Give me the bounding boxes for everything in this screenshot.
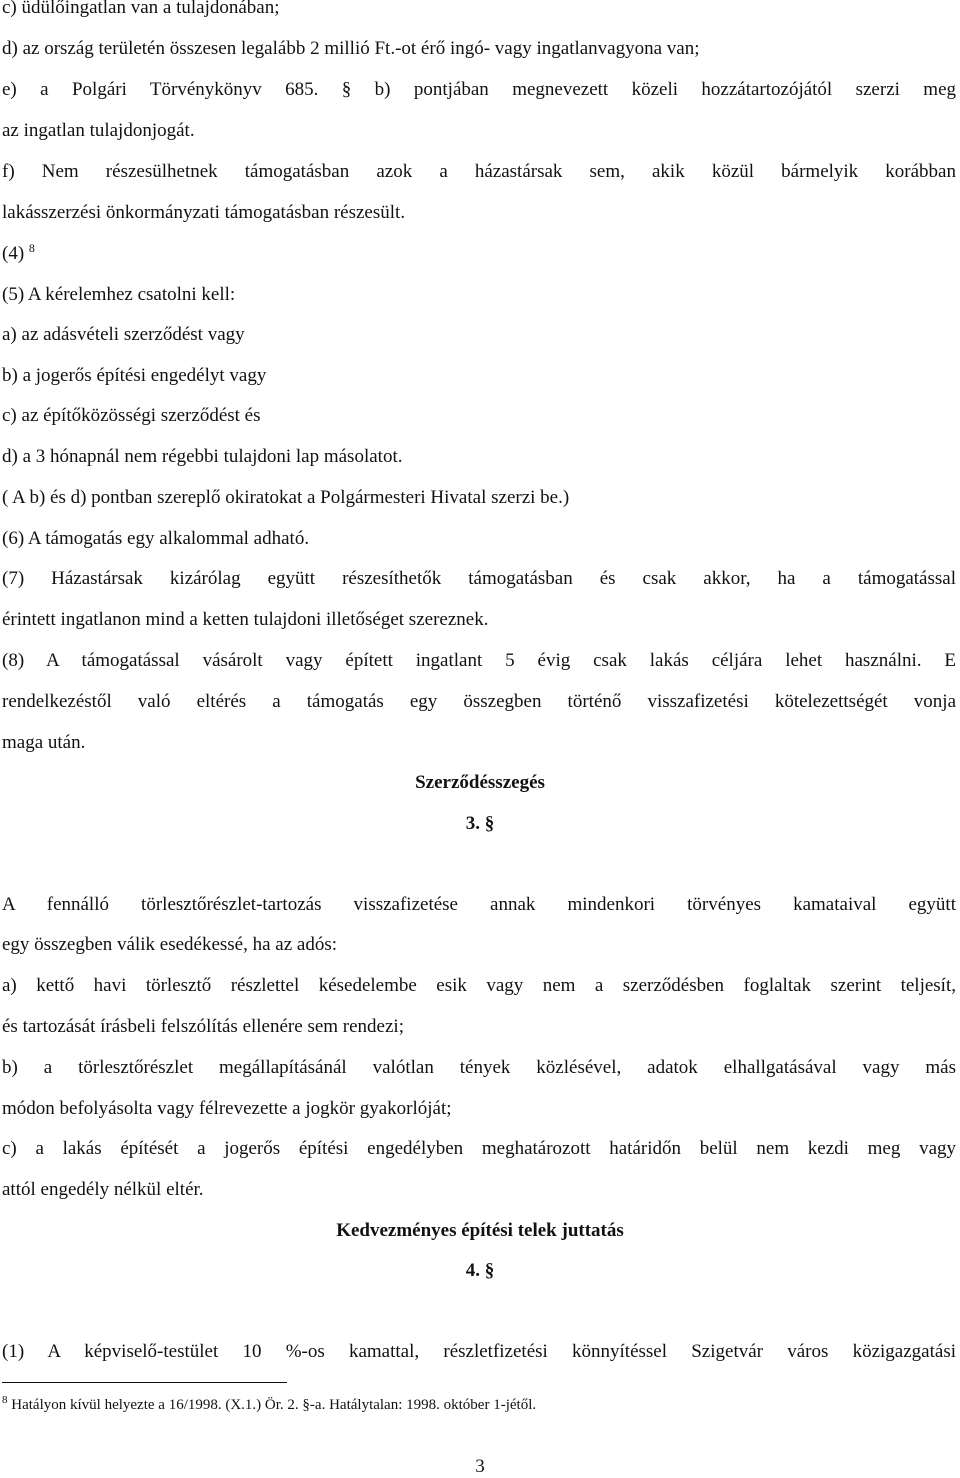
section-3-item-a-line2: és tartozását írásbeli felszólítás ellenére sem rendezi; [2,1016,404,1037]
paragraph-5-item-a: a) az adásvételi szerződést vagy [2,324,245,345]
paragraph-5-item-b: b) a jogerős építési engedélyt vagy [2,365,267,386]
page-number: 3 [475,1456,485,1477]
section-3-item-a-line1: a) kettő havi törlesztő részlettel késedelembe esik vagy nem a szerződésben foglaltak szerint teljesít, [2,975,956,996]
item-e-civil-code-line1: e) a Polgári Törvénykönyv 685. § b) pontjában megnevezett közeli hozzátartozójától szerzi meg [2,79,956,100]
paragraph-5-item-d: d) a 3 hónapnál nem régebbi tulajdoni lap másolatot. [2,446,403,467]
section-3-body-line2: egy összegben válik esedékessé, ha az adós: [2,934,338,955]
footnote-text: Hatályon kívül helyezte a 16/1998. (X.1.) Ör. 2. §-a. Hatálytalan: 1998. október 1-jétől. [7,1397,537,1413]
paragraph-5-item-c: c) az építőközösségi szerződést és [2,405,261,426]
item-e-civil-code-line2: az ingatlan tulajdonjogát. [2,120,195,141]
paragraph-8-line2: rendelkezéstől való eltérés a támogatás egy összegben történő visszafizetési kötelezettségét vonja [2,691,956,712]
section-3-item-c-line1: c) a lakás építését a jogerős építési engedélyben meghatározott határidőn belül nem kezdi meg vagy [2,1138,956,1159]
paragraph-8-line1: (8) A támogatással vásárolt vagy épített ingatlant 5 évig csak lakás céljára lehet használni. E [2,650,956,671]
paragraph-4-repealed [2,243,35,265]
paragraph-7-line2: érintett ingatlanon mind a ketten tulajdoni illetőséget szereznek. [2,609,489,630]
section-3-item-b-line2: módon befolyásolta vagy félrevezette a jogkör gyakorlóját; [2,1098,452,1119]
paragraph-8-line3: maga után. [2,732,86,753]
section-3-item-b-line1: b) a törlesztőrészlet megállapításánál valótlan tények közlésével, adatok elhallgatásával vagy más [2,1057,956,1078]
paragraph-5-intro: (5) A kérelemhez csatolni kell: [2,284,236,305]
paragraph-4-label: (4) [2,243,25,264]
section-3-number: 3. § [465,813,495,834]
section-4-heading: Kedvezményes építési telek juttatás [336,1220,624,1241]
footnote-marker: 8 [2,1394,8,1406]
section-4-number: 4. § [465,1260,495,1281]
paragraph-7-line1: (7) Házastársak kizárólag együtt részesíthetők támogatásban és csak akkor, ha a támogatással [2,568,956,589]
footnote-8 [2,1396,536,1414]
section-4-paragraph-1-line1: (1) A képviselő-testület 10 %-os kamattal, részletfizetési könnyítéssel Szigetvár város közigazgatási [2,1341,956,1362]
footnote-ref-8: 8 [28,241,35,255]
item-f-spouses-line1: f) Nem részesülhetnek támogatásban azok a házastársak sem, akik közül bármelyik korábban [2,161,956,182]
item-d-assets: d) az ország területén összesen legalább 2 millió Ft.-ot érő ingó- vagy ingatlanvagyona van; [2,38,700,59]
section-3-body-line1: A fennálló törlesztőrészlet-tartozás visszafizetése annak mindenkori törvényes kamataival együtt [2,894,956,915]
section-3-item-c-line2: attól engedély nélkül eltér. [2,1179,204,1200]
item-c-holiday-property: c) üdülőingatlan van a tulajdonában; [2,0,280,18]
paragraph-6: (6) A támogatás egy alkalommal adható. [2,528,310,549]
section-3-heading: Szerződésszegés [415,772,545,793]
footnote-divider [2,1382,287,1383]
item-f-spouses-line2: lakásszerzési önkormányzati támogatásban részesült. [2,202,406,223]
paragraph-5-note: ( A b) és d) pontban szereplő okiratokat a Polgármesteri Hivatal szerzi be.) [2,487,570,508]
